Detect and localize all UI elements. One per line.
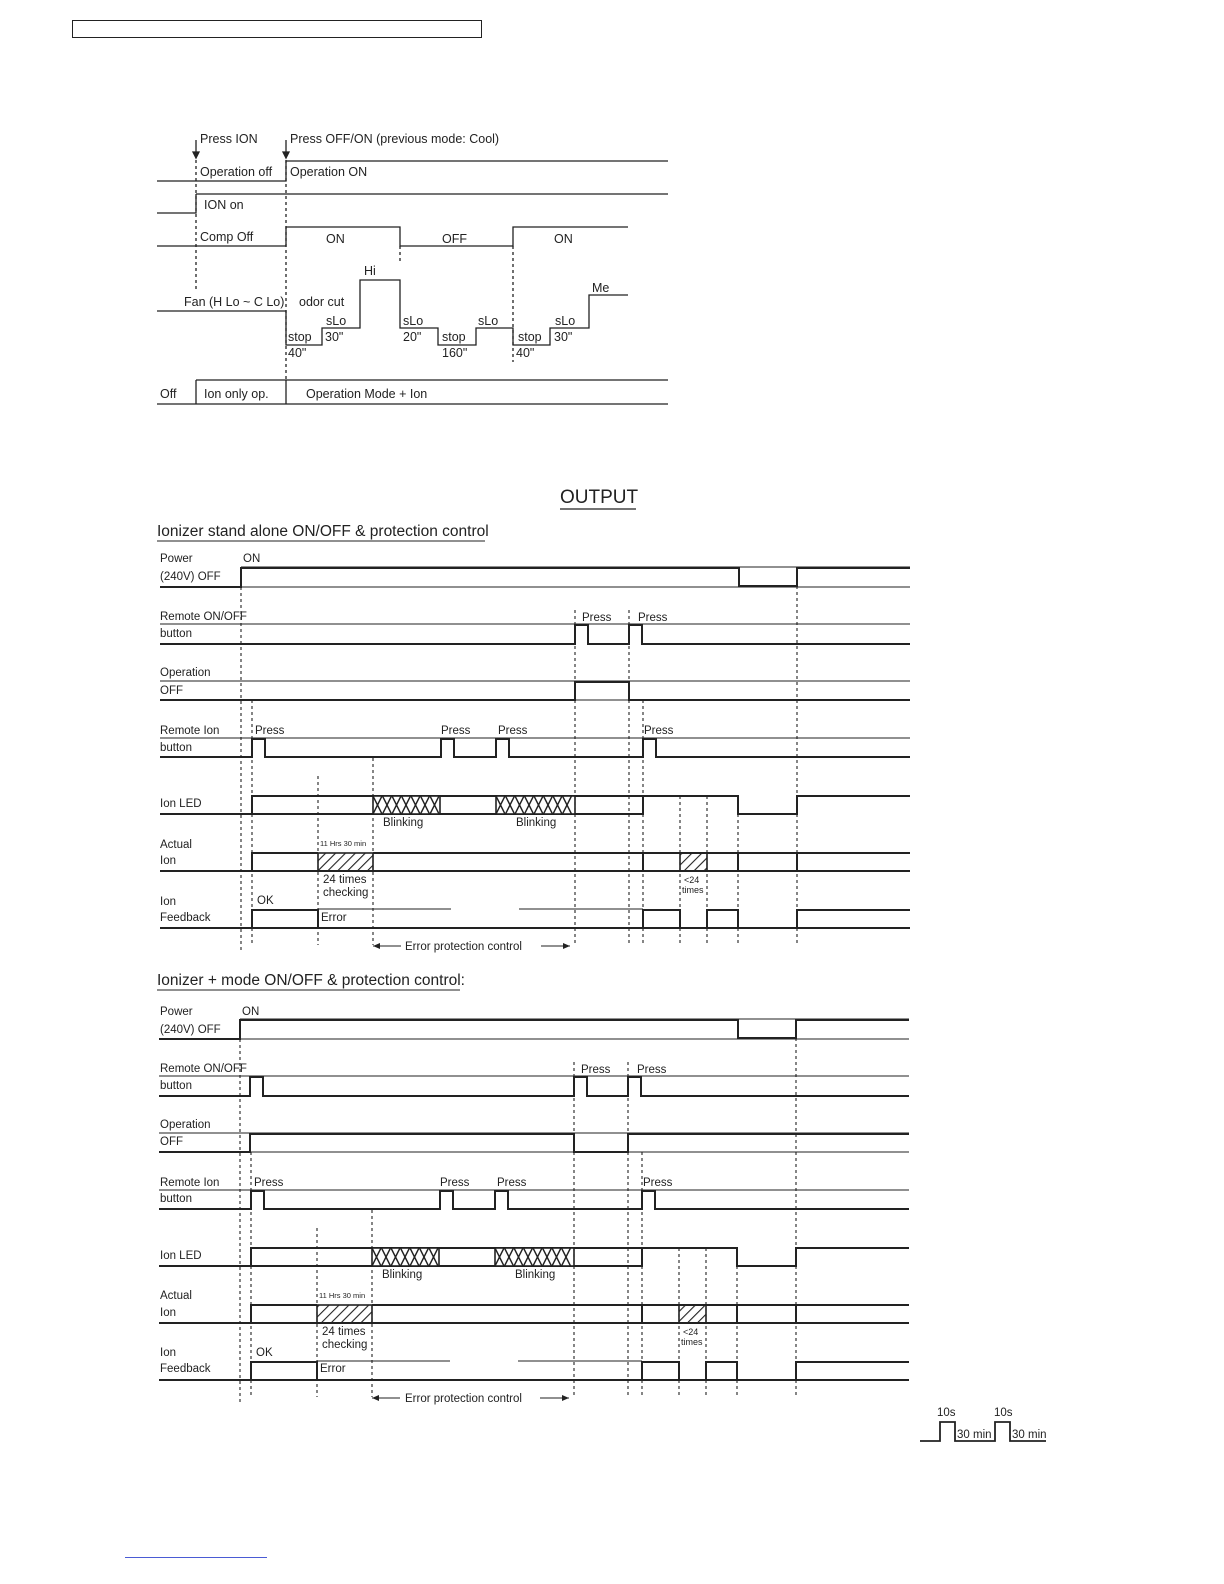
legend-30min-2: 30 min bbox=[1012, 1429, 1047, 1441]
fan-seg-7-label: sLo bbox=[555, 314, 576, 328]
power-off-label: (240V) OFF bbox=[160, 571, 221, 583]
fan-seg-6-label: stop bbox=[518, 330, 542, 344]
feedback-label: Feedback bbox=[160, 912, 211, 924]
fan-seg-3-label: sLo bbox=[403, 314, 424, 328]
ionizer-stand-alone-section bbox=[157, 523, 910, 953]
operation-on-label: Operation ON bbox=[290, 165, 368, 179]
remote-onoff-button-label: button bbox=[160, 1080, 192, 1092]
blinking-label-2: Blinking bbox=[515, 1269, 556, 1281]
ion-press-2: Press bbox=[441, 725, 471, 737]
remote-ion-label: Remote Ion bbox=[160, 725, 220, 737]
operation-off-label: OFF bbox=[160, 685, 183, 697]
fan-seg-1-time: 40" bbox=[288, 346, 307, 360]
comp-state-2: OFF bbox=[442, 232, 467, 246]
footer-link-line bbox=[125, 1557, 267, 1558]
operation-off-label: OFF bbox=[160, 1136, 183, 1148]
ion-only-label: Ion only op. bbox=[204, 387, 269, 401]
error-label: Error bbox=[320, 1363, 346, 1375]
actual-ion-waveform-a bbox=[159, 1305, 317, 1323]
top-operation-diagram bbox=[157, 140, 668, 404]
ok-label: OK bbox=[256, 1347, 273, 1359]
ion-press-2: Press bbox=[440, 1177, 470, 1189]
comp-state-3: ON bbox=[554, 232, 573, 246]
mode-off-label: Off bbox=[160, 387, 177, 401]
checking-hatch-block bbox=[318, 853, 373, 871]
error-label: Error bbox=[321, 912, 347, 924]
error-protection-arrowhead-left bbox=[372, 1395, 379, 1401]
remote-ion-button-label: button bbox=[160, 1193, 192, 1205]
onoff-press-1: Press bbox=[582, 612, 612, 624]
fan-seg-1-label: stop bbox=[288, 330, 312, 344]
power-off-label: (240V) OFF bbox=[160, 1024, 221, 1036]
ion-press-1: Press bbox=[254, 1177, 284, 1189]
timing-legend bbox=[920, 1407, 1047, 1441]
legend-10s-2: 10s bbox=[994, 1407, 1013, 1419]
remote-onoff-button-label: button bbox=[160, 628, 192, 640]
ion-waveform bbox=[157, 194, 196, 213]
ion-press-3: Press bbox=[497, 1177, 527, 1189]
operation-off-label: Operation off bbox=[200, 165, 273, 179]
operation-label: Operation bbox=[160, 667, 211, 679]
actual-ion-off-step bbox=[738, 853, 797, 871]
press-ion-label: Press ION bbox=[200, 132, 258, 146]
section-title: Ionizer stand alone ON/OFF & protection control bbox=[157, 523, 489, 540]
fan-seg-3-time: 20" bbox=[403, 330, 422, 344]
fan-seg-4-label: stop bbox=[442, 330, 466, 344]
feedback-ion-label: Ion bbox=[160, 896, 176, 908]
op-mode-ion-label: Operation Mode + Ion bbox=[306, 387, 428, 401]
lt24-label-1: <24 bbox=[683, 1327, 699, 1337]
onoff-press-1: Press bbox=[581, 1064, 611, 1076]
onoff-press-2: Press bbox=[637, 1064, 667, 1076]
me-label: Me bbox=[592, 281, 610, 295]
ion-press-4: Press bbox=[643, 1177, 673, 1189]
ion-led-label: Ion LED bbox=[160, 798, 202, 810]
ion-led-waveform-b bbox=[574, 1248, 909, 1266]
feedback-ion-label: Ion bbox=[160, 1347, 176, 1359]
actual-label: Actual bbox=[160, 1290, 192, 1302]
ion-press-3: Press bbox=[498, 725, 528, 737]
power-waveform bbox=[160, 568, 910, 587]
comp-off-label: Comp Off bbox=[200, 230, 254, 244]
remote-ion-label: Remote Ion bbox=[160, 1177, 220, 1189]
power-label: Power bbox=[160, 1006, 193, 1018]
checking-label-2: checking bbox=[322, 1339, 368, 1351]
ok-label: OK bbox=[257, 895, 274, 907]
ion-press-1: Press bbox=[255, 725, 285, 737]
blinking-label-1: Blinking bbox=[383, 817, 424, 829]
lt24-label-2: times bbox=[682, 885, 704, 895]
checking-label-1: 24 times bbox=[323, 874, 367, 886]
operation-label: Operation bbox=[160, 1119, 211, 1131]
error-protection-arrowhead-right bbox=[562, 1395, 569, 1401]
power-on-label: ON bbox=[243, 553, 261, 565]
error-protection-arrowhead-left bbox=[373, 943, 380, 949]
fan-seg-2-label: sLo bbox=[326, 314, 347, 328]
checking-hatch-block bbox=[317, 1305, 372, 1323]
timing-labels bbox=[160, 553, 704, 953]
hrs-label: 11 Hrs 30 min bbox=[320, 839, 367, 848]
odor-cut-label: odor cut bbox=[299, 295, 345, 309]
blinking-label-2: Blinking bbox=[516, 817, 557, 829]
top-diagram-labels bbox=[160, 132, 609, 401]
fan-seg-4-time: 160" bbox=[442, 346, 468, 360]
fan-seg-7-time: 30" bbox=[554, 330, 573, 344]
press-offon-label: Press OFF/ON (previous mode: Cool) bbox=[290, 132, 500, 146]
short-checking-hatch-block bbox=[679, 1305, 706, 1323]
actual-ion-waveform-a bbox=[160, 853, 318, 871]
power-label: Power bbox=[160, 553, 193, 565]
timing-labels bbox=[160, 1006, 703, 1405]
legend-10s-1: 10s bbox=[937, 1407, 956, 1419]
checking-label-2: checking bbox=[323, 887, 369, 899]
ionizer-mode-section bbox=[157, 972, 909, 1405]
hi-label: Hi bbox=[364, 264, 376, 278]
press-ion-arrowhead bbox=[193, 152, 199, 158]
onoff-press-2: Press bbox=[638, 612, 668, 624]
ion-led-label: Ion LED bbox=[160, 1250, 202, 1262]
error-protection-label: Error protection control bbox=[405, 1393, 522, 1405]
error-protection-arrowhead-right bbox=[563, 943, 570, 949]
fan-seg-2-time: 30" bbox=[325, 330, 344, 344]
fan-seg-6-time: 40" bbox=[516, 346, 535, 360]
power-on-label: ON bbox=[242, 1006, 260, 1018]
ion-press-4: Press bbox=[644, 725, 674, 737]
actual-ion-off-step bbox=[737, 1305, 796, 1323]
actual-label: Actual bbox=[160, 839, 192, 851]
checking-label-1: 24 times bbox=[322, 1326, 366, 1338]
lt24-label-1: <24 bbox=[684, 875, 700, 885]
press-offon-arrowhead bbox=[283, 152, 289, 158]
hrs-label: 11 Hrs 30 min bbox=[319, 1291, 366, 1300]
comp-state-1: ON bbox=[326, 232, 345, 246]
remote-onoff-label: Remote ON/OFF bbox=[160, 611, 247, 623]
ion-on-label: ION on bbox=[204, 198, 244, 212]
actual-ion-label: Ion bbox=[160, 1307, 176, 1319]
power-waveform bbox=[159, 1020, 909, 1039]
feedback-label: Feedback bbox=[160, 1363, 211, 1375]
ion-led-waveform-b bbox=[575, 796, 910, 814]
short-checking-hatch-block bbox=[680, 853, 707, 871]
fan-seg-5-label: sLo bbox=[478, 314, 499, 328]
output-title: OUTPUT bbox=[560, 487, 639, 508]
remote-ion-button-label: button bbox=[160, 742, 192, 754]
fan-label: Fan (H Lo ~ C Lo) bbox=[184, 295, 285, 309]
lt24-label-2: times bbox=[681, 1337, 703, 1347]
remote-onoff-label: Remote ON/OFF bbox=[160, 1063, 247, 1075]
blinking-label-1: Blinking bbox=[382, 1269, 423, 1281]
legend-30min-1: 30 min bbox=[957, 1429, 992, 1441]
error-protection-label: Error protection control bbox=[405, 941, 522, 953]
actual-ion-label: Ion bbox=[160, 855, 176, 867]
section-title: Ionizer + mode ON/OFF & protection control: bbox=[157, 972, 465, 989]
